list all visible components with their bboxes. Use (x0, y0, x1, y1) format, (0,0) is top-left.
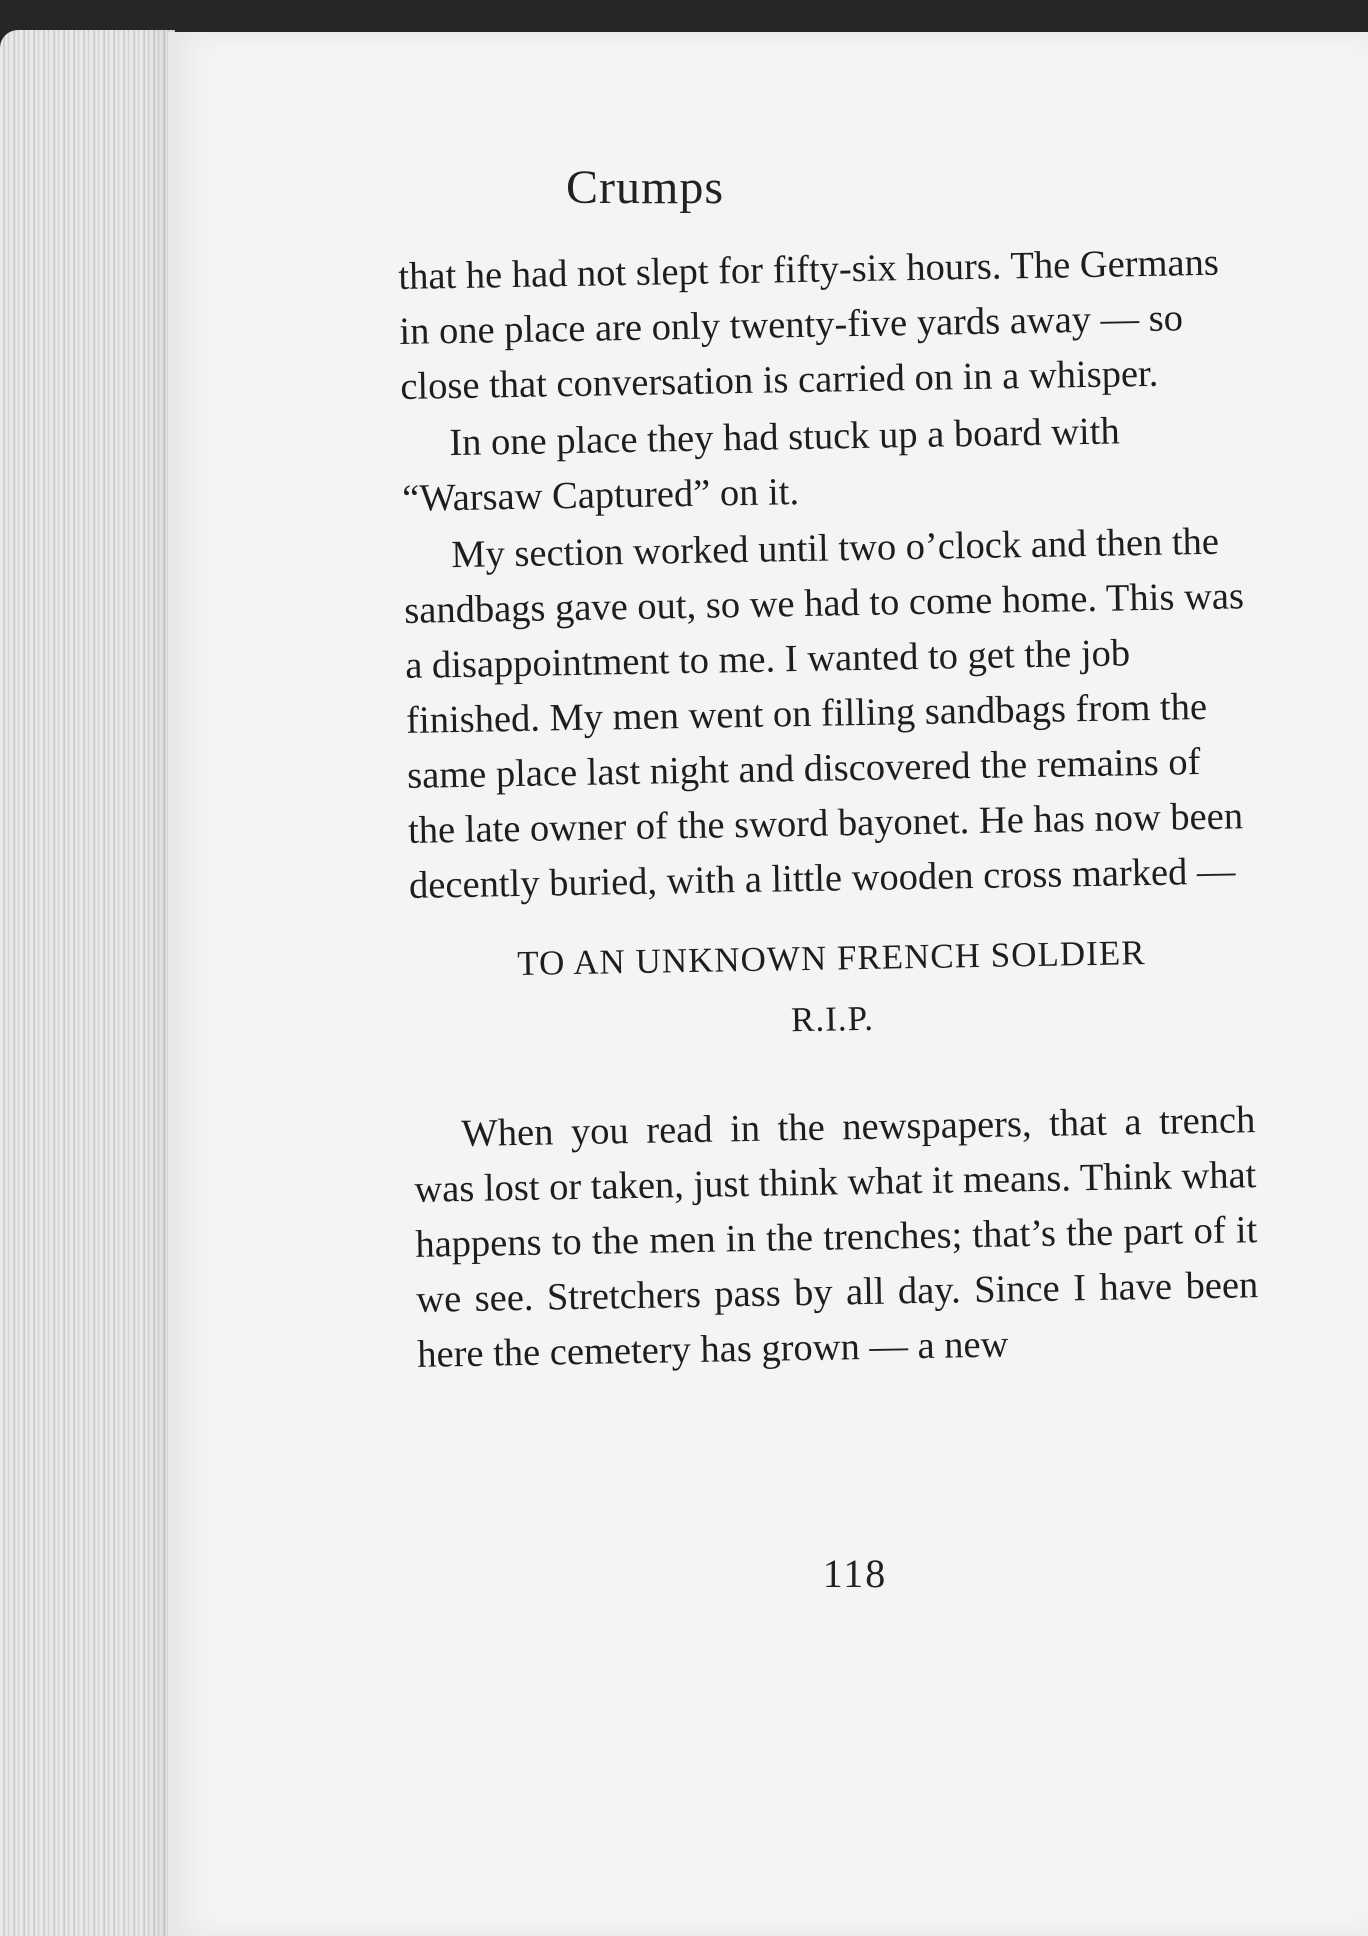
running-title: Crumps (565, 161, 724, 214)
epitaph-line-1: TO AN UNKNOWN FRENCH SOLDIER (517, 933, 1146, 984)
epitaph-line-2: R.I.P. (790, 998, 875, 1040)
paragraph-2: In one place they had stuck up a board with “Warsaw Captured” on it. (401, 410, 1120, 520)
page-number: 118 (822, 1551, 888, 1596)
paragraph-3: My section worked until two o’clock and then the sandbags gave out, so we had to come home. This was a disappointment to me. I wanted to get the job finished. My men went on filling sandbags from the same place last night and discovered the remains of the late owner of the sword bayonet. He has now been decently buried, with a little wooden cross marked — (403, 520, 1245, 907)
paragraph-1: that he had not slept for fifty-six hours. The Germans in one place are only twenty-five yards away — so close that conversation is carried on in a whisper. (398, 241, 1220, 408)
body-text (398, 235, 1260, 1385)
paragraph-4: When you read in the newspapers, that a trench was lost or taken, just think what it means. Think what happens to the men in the trenches; that’s the part of it we see. Stretchers pass by all day. Since I have been here the cemetery has grown — a new (414, 1099, 1259, 1376)
